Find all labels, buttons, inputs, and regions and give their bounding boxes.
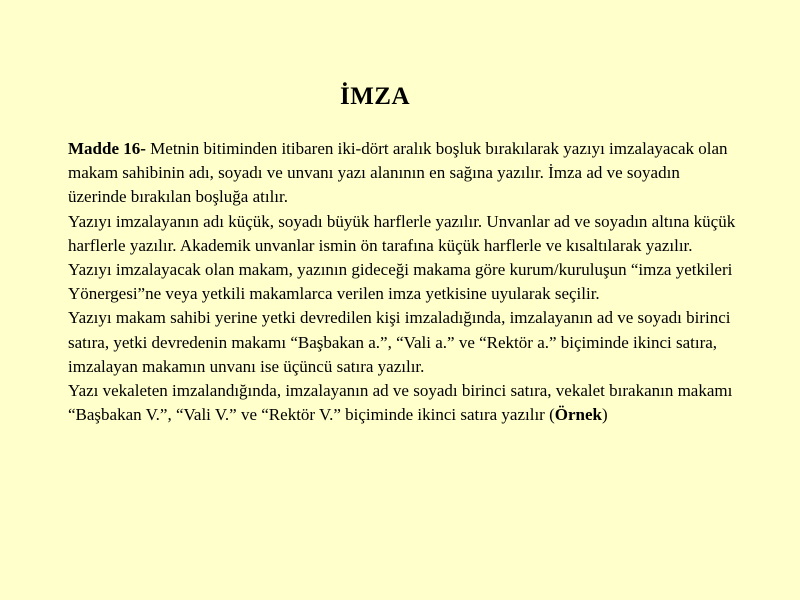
paragraph-signing-authority	[68, 258, 738, 306]
paragraph-proxy-signing	[68, 379, 738, 427]
title-text: İMZA	[339, 83, 411, 110]
article-label: Madde 16-	[68, 139, 146, 158]
example-link[interactable]: Örnek	[554, 405, 602, 425]
paragraph-text: Metnin bitiminden itibaren iki-dört aralık boşluk bırakılarak yazıyı imzalayacak olan makam sahibinin adı, soyadı ve unvanı yazı alanının en sağına yazılır. İmza ad ve soyadın üzerinde bırakılan boşluğa atılır.	[68, 139, 728, 207]
paragraph-text: Yazıyı imzalayanın adı küçük, soyadı büyük harflerle yazılır. Unvanlar ad ve soyadın altına küçük harflerle yazılır. Akademik unvanlar ismin ön tarafına küçük harflerle ve kısaltılarak yazılır.	[68, 211, 736, 255]
paragraph-text: Yazıyı makam sahibi yerine yetki devredilen kişi imzaladığında, imzalayanın ad ve soyadı birinci satıra, yetki devredenin makamı “Başbakan a.”, “Vali a.” ve “Rektör a.” biçiminde ikinci satıra, imzalayan makamın unvanı ise üçüncü satıra yazılır.	[68, 308, 731, 376]
paragraph-text: Yazı vekaleten imzalandığında, imzalayanın ad ve soyadı birinci satıra, vekalet bırakanın makamı “Başbakan V.”, “Vali V.” ve “Rektör V.” biçiminde ikinci satıra yazılır (	[68, 381, 733, 425]
paragraph-text: Yazıyı imzalayacak olan makam, yazının gideceği makama göre kurum/kuruluşun “imza yetkileri Yönergesi”ne veya yetkili makamlarca verilen imza yetkisine uyularak seçilir.	[68, 260, 733, 304]
paragraph-name-format	[68, 210, 738, 258]
closing-paren: )	[601, 405, 608, 425]
slide-body	[68, 137, 738, 427]
page-title	[0, 82, 750, 112]
paragraph-delegated-signing	[68, 306, 738, 379]
paragraph-madde-16	[68, 137, 738, 210]
